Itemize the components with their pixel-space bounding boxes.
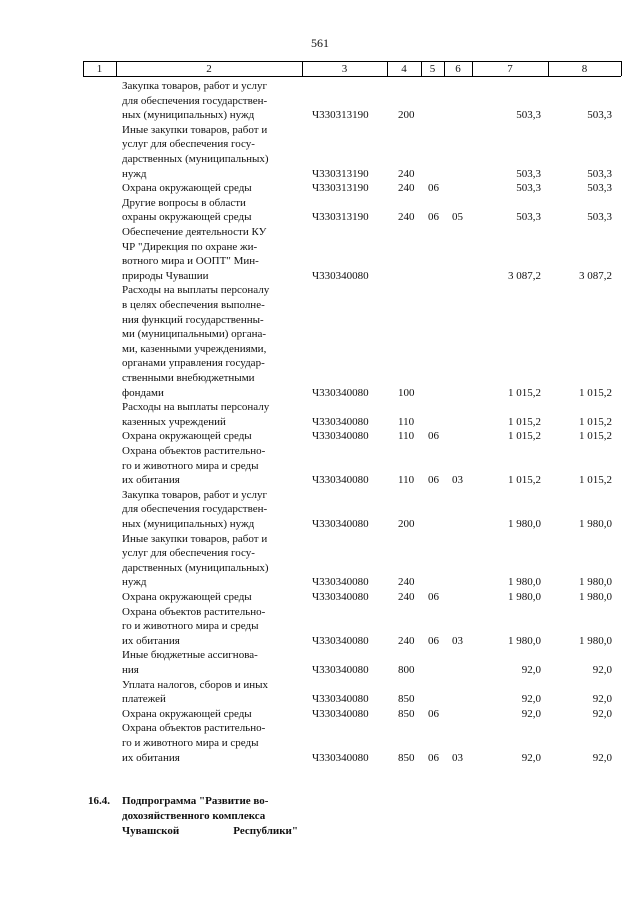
- description-line: услуг для обеспечения госу-: [122, 547, 255, 560]
- subsection: 05: [452, 211, 463, 224]
- description-line: их обитания: [122, 751, 180, 764]
- header-separator: [548, 61, 549, 76]
- description-line: для обеспечения государствен-: [122, 503, 268, 516]
- description-line: ми, казенными учреждениями,: [122, 342, 267, 355]
- subsection: 03: [452, 751, 463, 764]
- subprogram-title-line: Подпрограмма "Развитие во-: [122, 795, 269, 807]
- header-separator: [83, 61, 84, 76]
- description-line: нужд: [122, 576, 147, 589]
- amount-col-8: 1 980,0: [579, 634, 612, 647]
- section: 06: [428, 751, 439, 764]
- description-line: Закупка товаров, работ и услуг: [122, 80, 267, 92]
- expense-type: 110: [398, 430, 415, 443]
- header-separator: [472, 61, 473, 76]
- target-article-code: Ч330340080: [312, 634, 369, 647]
- row-description: [122, 79, 298, 123]
- row-description: [122, 225, 298, 283]
- amount-col-8: 1 015,2: [579, 430, 612, 443]
- header-separator: [116, 61, 117, 76]
- expense-type: 200: [398, 109, 415, 122]
- target-article-code: Ч330340080: [312, 430, 369, 443]
- description-line: го и животного мира и среды: [122, 620, 259, 633]
- section: 06: [428, 634, 439, 647]
- description-line: ственными внебюджетными: [122, 371, 255, 384]
- target-article-code: Ч330340080: [312, 386, 369, 399]
- amount-col-7: 1 980,0: [508, 591, 541, 603]
- expense-type: 850: [398, 751, 415, 764]
- target-article-code: Ч330340080: [312, 415, 369, 428]
- row-description: [122, 400, 298, 429]
- target-article-code: Ч330313190: [312, 211, 369, 224]
- header-col-1: 1: [96, 63, 103, 75]
- description-line: Охрана окружающей среды: [122, 182, 252, 195]
- section: 06: [428, 430, 439, 443]
- expense-type: 240: [398, 591, 415, 603]
- header-col-3: 3: [341, 63, 348, 75]
- row-description: [122, 444, 298, 488]
- amount-col-7: 1 980,0: [508, 634, 541, 647]
- description-line: го и животного мира и среды: [122, 459, 259, 472]
- amount-col-7: 1 015,2: [508, 430, 541, 443]
- description-line: Расходы на выплаты персоналу: [122, 401, 270, 414]
- subprogram-title: [122, 794, 298, 839]
- row-description: [122, 648, 298, 677]
- subprogram-title-line: Чувашской Республики": [122, 825, 298, 837]
- amount-col-8: 1 980,0: [579, 576, 612, 589]
- header-separator: [444, 61, 445, 76]
- row-description: [122, 707, 298, 722]
- description-line: для обеспечения государствен-: [122, 94, 268, 107]
- amount-col-7: 1 015,2: [508, 415, 541, 428]
- description-line: Закупка товаров, работ и услуг: [122, 488, 267, 501]
- description-line: ния: [122, 663, 139, 676]
- description-line: Иные бюджетные ассигнова-: [122, 649, 258, 662]
- description-line: Иные закупки товаров, работ и: [122, 123, 268, 136]
- amount-col-7: 503,3: [516, 109, 541, 122]
- amount-col-8: 503,3: [587, 211, 612, 224]
- expense-type: 850: [398, 707, 415, 720]
- description-line: их обитания: [122, 634, 180, 647]
- header-separator: [387, 61, 388, 76]
- target-article-code: Ч330340080: [312, 269, 369, 282]
- expense-type: 110: [398, 474, 415, 487]
- target-article-code: Ч330313190: [312, 109, 369, 122]
- header-col-6: 6: [455, 63, 461, 75]
- row-description: [122, 181, 298, 196]
- target-article-code: Ч330340080: [312, 663, 369, 676]
- expense-type: 240: [398, 211, 415, 224]
- row-description: [122, 532, 298, 590]
- description-line: дарственных (муниципальных): [122, 152, 269, 165]
- target-article-code: Ч330340080: [312, 707, 369, 720]
- expense-type: 200: [398, 517, 415, 530]
- expense-type: 100: [398, 386, 415, 399]
- amount-col-8: 503,3: [587, 167, 612, 180]
- row-description: [122, 123, 298, 181]
- subprogram-number: 16.4.: [88, 795, 110, 807]
- section: 06: [428, 591, 439, 603]
- target-article-code: Ч330340080: [312, 591, 369, 603]
- target-article-code: Ч330313190: [312, 167, 369, 180]
- amount-col-8: 3 087,2: [579, 269, 612, 282]
- page-number: 561: [311, 36, 329, 50]
- description-line: ных (муниципальных) нужд: [122, 517, 255, 530]
- expense-type: 800: [398, 663, 415, 676]
- expense-type: 240: [398, 167, 415, 180]
- header-col-2: 2: [206, 63, 212, 75]
- amount-col-8: 92,0: [592, 663, 612, 676]
- expense-type: 850: [398, 693, 415, 706]
- description-line: Уплата налогов, сборов и иных: [122, 678, 269, 691]
- target-article-code: Ч330340080: [312, 517, 369, 530]
- description-line: природы Чувашии: [122, 269, 209, 282]
- section: 06: [428, 182, 439, 195]
- amount-col-7: 3 087,2: [508, 269, 541, 282]
- amount-col-8: 503,3: [587, 182, 612, 195]
- description-line: ЧР "Дирекция по охране жи-: [122, 240, 258, 253]
- amount-col-8: 1 980,0: [579, 517, 612, 530]
- description-line: платежей: [122, 693, 166, 706]
- description-line: ния функций государственны-: [122, 313, 264, 326]
- amount-col-7: 503,3: [516, 211, 541, 224]
- description-line: Охрана объектов растительно-: [122, 605, 266, 618]
- row-description: [122, 678, 298, 707]
- description-line: ных (муниципальных) нужд: [122, 109, 255, 122]
- amount-col-8: 1 015,2: [579, 474, 612, 487]
- amount-col-7: 503,3: [516, 167, 541, 180]
- description-line: Охрана объектов растительно-: [122, 722, 266, 735]
- target-article-code: Ч330313190: [312, 182, 369, 195]
- header-separator: [621, 61, 622, 76]
- description-line: в целях обеспечения выполне-: [122, 298, 265, 311]
- amount-col-7: 1 980,0: [508, 517, 541, 530]
- amount-col-7: 92,0: [521, 693, 541, 706]
- description-line: вотного мира и ООПТ" Мин-: [122, 255, 259, 268]
- expense-type: 110: [398, 415, 415, 428]
- row-description: [122, 605, 298, 649]
- subsection: 03: [452, 634, 463, 647]
- amount-col-7: 92,0: [521, 751, 541, 764]
- subprogram-title-line: дохозяйственного комплекса: [122, 810, 266, 822]
- description-line: Охрана окружающей среды: [122, 707, 252, 720]
- description-line: казенных учреждений: [122, 415, 226, 428]
- amount-col-7: 1 980,0: [508, 576, 541, 589]
- description-line: органами управления государ-: [122, 357, 265, 370]
- description-line: Охрана окружающей среды: [122, 430, 252, 443]
- description-line: Иные закупки товаров, работ и: [122, 532, 268, 545]
- row-description: [122, 429, 298, 444]
- amount-col-8: 92,0: [592, 751, 612, 764]
- header-separator: [302, 61, 303, 76]
- amount-col-7: 92,0: [521, 707, 541, 720]
- amount-col-8: 1 015,2: [579, 415, 612, 428]
- target-article-code: Ч330340080: [312, 474, 369, 487]
- header-col-7: 7: [507, 63, 513, 75]
- description-line: нужд: [122, 167, 147, 180]
- section: 06: [428, 211, 439, 224]
- target-article-code: Ч330340080: [312, 576, 369, 589]
- row-description: [122, 721, 298, 765]
- description-line: услуг для обеспечения госу-: [122, 138, 255, 151]
- description-line: го и животного мира и среды: [122, 736, 259, 749]
- description-line: ми (муниципальными) органа-: [122, 328, 267, 341]
- expense-type: 240: [398, 182, 415, 195]
- description-line: охраны окружающей среды: [122, 211, 252, 224]
- row-description: [122, 283, 298, 400]
- row-description: [122, 196, 298, 225]
- amount-col-8: 1 980,0: [579, 591, 612, 603]
- description-line: Расходы на выплаты персоналу: [122, 284, 270, 297]
- amount-col-8: 92,0: [592, 693, 612, 706]
- header-col-8: 8: [581, 63, 588, 75]
- description-line: дарственных (муниципальных): [122, 561, 269, 574]
- header-bottom-rule: [83, 76, 621, 77]
- header-col-5: 5: [429, 63, 436, 75]
- description-line: Обеспечение деятельности КУ: [122, 226, 267, 238]
- target-article-code: Ч330340080: [312, 693, 369, 706]
- amount-col-7: 1 015,2: [508, 474, 541, 487]
- description-line: фондами: [122, 386, 164, 399]
- amount-col-7: 92,0: [521, 663, 541, 676]
- header-col-4: 4: [401, 63, 407, 75]
- section: 06: [428, 707, 439, 720]
- amount-col-8: 503,3: [587, 109, 612, 122]
- target-article-code: Ч330340080: [312, 751, 369, 764]
- amount-col-8: 92,0: [592, 707, 612, 720]
- expense-type: 240: [398, 576, 415, 589]
- subsection: 03: [452, 474, 463, 487]
- description-line: Охрана окружающей среды: [122, 591, 252, 603]
- description-line: Другие вопросы в области: [122, 196, 246, 209]
- row-description: [122, 488, 298, 532]
- expense-type: 240: [398, 634, 415, 647]
- amount-col-7: 1 015,2: [508, 386, 541, 399]
- header-separator: [421, 61, 422, 76]
- description-line: их обитания: [122, 474, 180, 487]
- amount-col-7: 503,3: [516, 182, 541, 195]
- section: 06: [428, 474, 439, 487]
- amount-col-8: 1 015,2: [579, 386, 612, 399]
- row-description: [122, 590, 298, 605]
- description-line: Охрана объектов растительно-: [122, 445, 266, 457]
